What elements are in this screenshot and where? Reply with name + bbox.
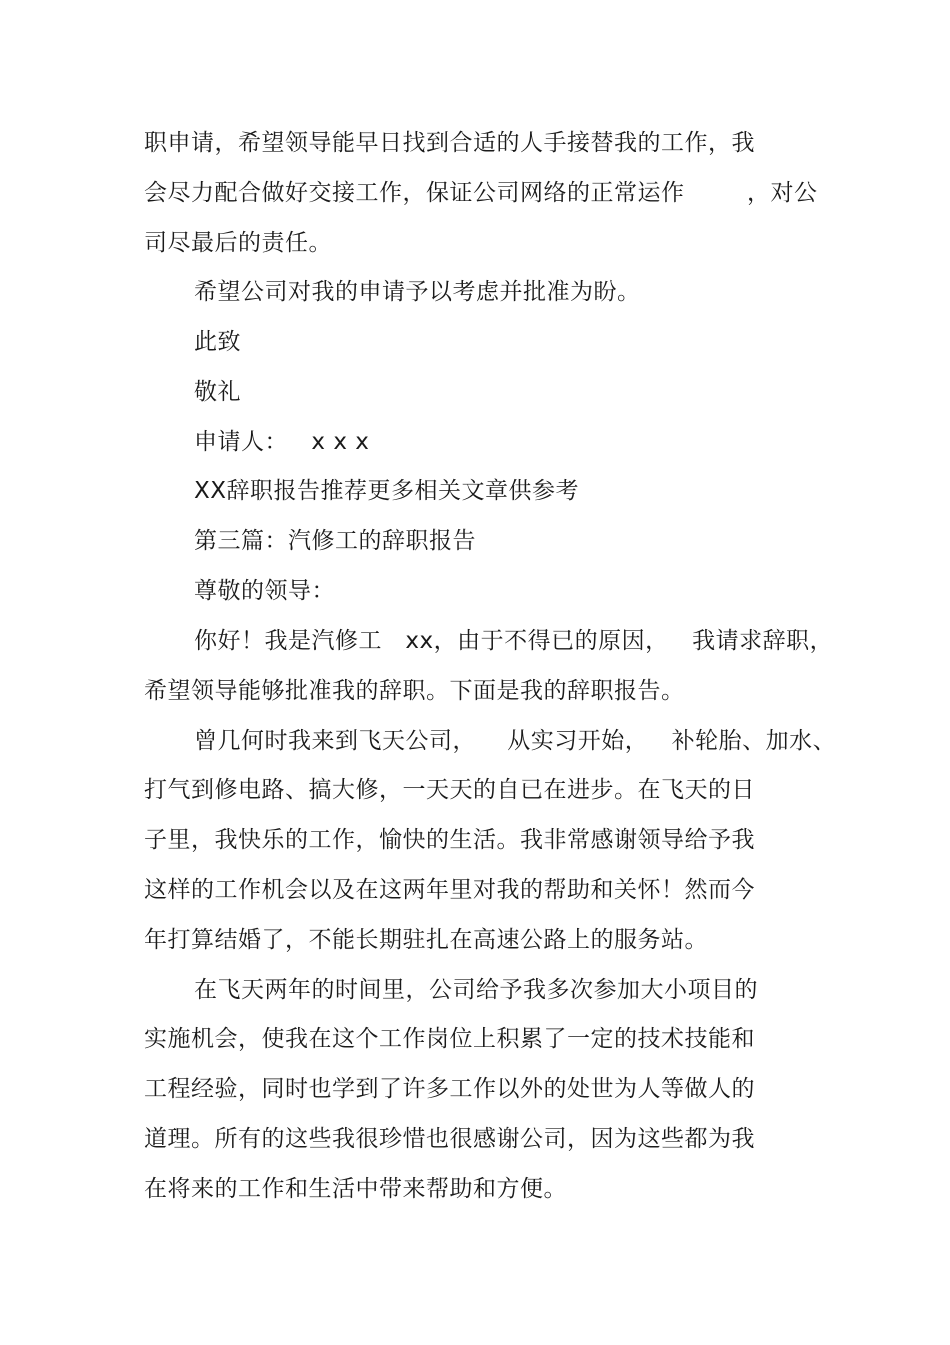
section-heading: 第三篇：汽修工的辞职报告 (194, 528, 476, 554)
text-line: 在将来的工作和生活中带来帮助和方便。 (144, 1176, 567, 1202)
text-line: 会尽力配合做好交接工作，保证公司网络的正常运作 ，对公 (144, 180, 818, 206)
text-line: 你好！我是汽修工 xx，由于不得已的原因， 我请求辞职， (194, 628, 834, 654)
text-line: 敬礼 (194, 379, 241, 405)
text-line: 职申请，希望领导能早日找到合适的人手接替我的工作，我 (144, 130, 755, 156)
text-line: XX辞职报告推荐更多相关文章供参考 (194, 478, 580, 504)
text-line: 曾几何时我来到飞天公司， 从实习开始， 补轮胎、加水、 (194, 728, 837, 754)
text-line: 工程经验，同时也学到了许多工作以外的处世为人等做人的 (144, 1076, 755, 1102)
text-line: 子里，我快乐的工作，愉快的生活。我非常感谢领导给予我 (144, 827, 755, 853)
salutation: 尊敬的领导： (194, 578, 335, 604)
text-line: 希望公司对我的申请予以考虑并批准为盼。 (194, 279, 641, 305)
text-line: 道理。所有的这些我很珍惜也很感谢公司，因为这些都为我 (144, 1126, 755, 1152)
text-line: 年打算结婚了，不能长期驻扎在高速公路上的服务站。 (144, 927, 708, 953)
text-line: 这样的工作机会以及在这两年里对我的帮助和关怀！然而今 (144, 877, 755, 903)
signature-line: 申请人： x x x (194, 429, 370, 455)
text-line: 此致 (194, 329, 241, 355)
text-line: 希望领导能够批准我的辞职。下面是我的辞职报告。 (144, 678, 685, 704)
text-line: 实施机会，使我在这个工作岗位上积累了一定的技术技能和 (144, 1026, 755, 1052)
text-line: 打气到修电路、搞大修，一天天的自已在进步。在飞天的日 (144, 777, 755, 803)
text-line: 在飞天两年的时间里，公司给予我多次参加大小项目的 (194, 977, 758, 1003)
text-line: 司尽最后的责任。 (144, 230, 332, 256)
